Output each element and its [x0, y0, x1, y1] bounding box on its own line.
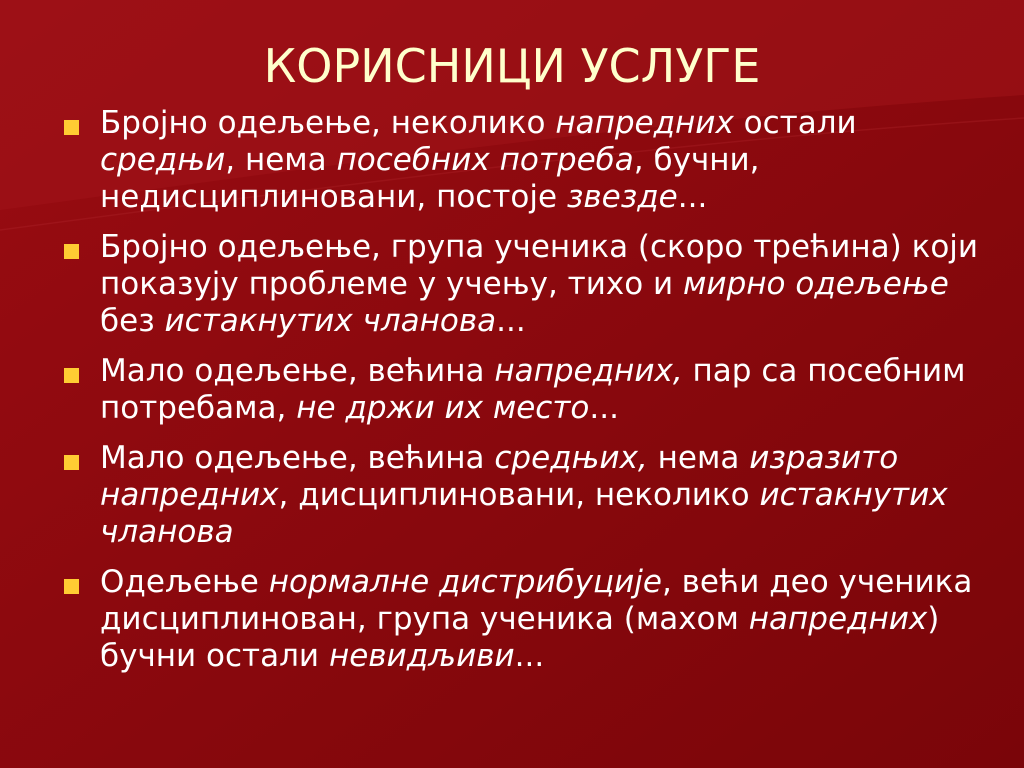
- emphasis-text: изразито напредних: [100, 440, 899, 513]
- slide-title: КОРИСНИЦИ УСЛУГЕ: [263, 39, 761, 93]
- square-bullet-icon: [64, 244, 79, 259]
- bullet-item-text: [100, 105, 857, 215]
- bullet-item: [100, 353, 980, 427]
- emphasis-text: невидљиви: [328, 638, 515, 674]
- regular-text: ) бучни остали: [100, 601, 940, 674]
- regular-text: ...: [496, 303, 526, 339]
- regular-text: , дисциплиновани, неколико: [278, 477, 760, 513]
- emphasis-text: истакнутих чланова: [164, 303, 497, 339]
- emphasis-text: напредних: [555, 105, 744, 141]
- regular-text: без: [100, 303, 165, 339]
- regular-text: Бројно одељење, група ученика (скоро трећина) који показују проблеме у учењу, тихо и: [100, 229, 979, 302]
- regular-text: , бучни, недисциплиновани, постоје: [100, 142, 760, 215]
- regular-text: остали: [743, 105, 857, 141]
- bullet-item-text: [100, 564, 972, 674]
- regular-text: нема: [647, 440, 750, 476]
- emphasis-text: истакнутих чланова: [100, 477, 948, 550]
- regular-text: Мало одељење, већина: [100, 440, 495, 476]
- emphasis-text: не држи их место: [296, 390, 590, 426]
- bullet-item-text: [100, 229, 978, 339]
- bullet-list: [100, 105, 980, 688]
- square-bullet-icon: [64, 120, 79, 135]
- bullet-item: [100, 105, 980, 216]
- bullet-item-text: [100, 440, 948, 550]
- regular-text: Бројно одељење, неколико: [100, 105, 556, 141]
- square-bullet-icon: [64, 579, 79, 594]
- bullet-item: [100, 440, 980, 551]
- emphasis-text: средњи: [100, 142, 226, 178]
- regular-text: , већи део ученика дисциплинован, група ученика (махом: [100, 564, 973, 637]
- square-bullet-icon: [64, 368, 79, 383]
- regular-text: пар са посебним потребама,: [100, 353, 966, 426]
- emphasis-text: мирно одељење: [683, 266, 949, 302]
- regular-text: , нема: [225, 142, 337, 178]
- bullet-item: [100, 229, 980, 340]
- square-bullet-icon: [64, 455, 79, 470]
- regular-text: ...: [677, 179, 708, 215]
- regular-text: Одељење: [100, 564, 269, 600]
- emphasis-text: напредних,: [494, 353, 683, 389]
- bullet-item-text: [100, 353, 966, 426]
- regular-text: Мало одељење, већина: [100, 353, 495, 389]
- bullet-item: [100, 564, 980, 675]
- regular-text: ...: [589, 390, 619, 426]
- emphasis-text: посебних потреба: [336, 142, 634, 178]
- emphasis-text: напредних: [748, 601, 928, 637]
- emphasis-text: средњих,: [494, 440, 648, 476]
- emphasis-text: нормалне дистрибуције: [268, 564, 662, 600]
- emphasis-text: звезде: [566, 179, 678, 215]
- regular-text: ...: [514, 638, 545, 674]
